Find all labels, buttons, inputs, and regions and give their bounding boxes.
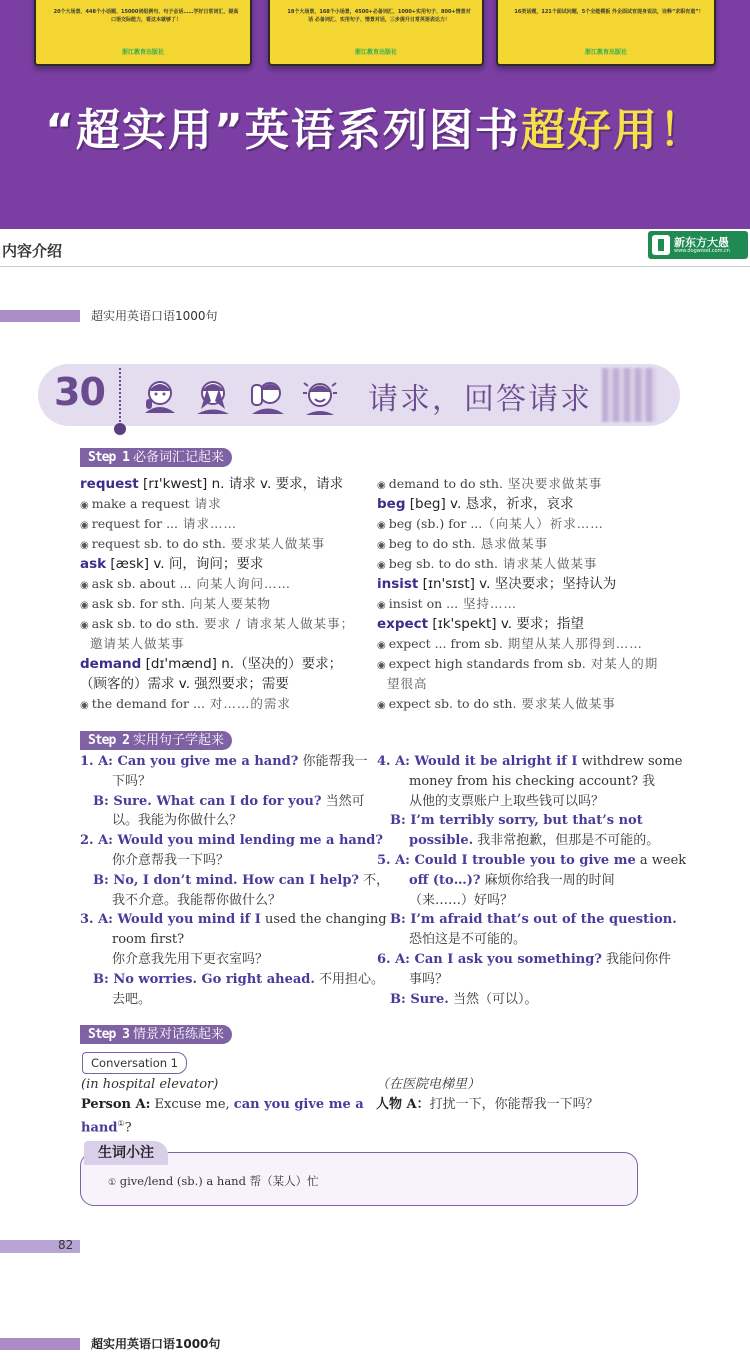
unit-divider [119, 368, 121, 426]
phrase-cn: 对某人的期 [585, 656, 659, 671]
phrase-en: insist on ... [388, 596, 459, 611]
vocab-headword-line [377, 494, 574, 514]
headword: beg [377, 496, 406, 512]
phrase-en: expect sb. to do sth. [388, 696, 517, 711]
sentence-en: Would you mind if I [117, 912, 261, 928]
headword: demand [80, 656, 142, 672]
phrase-cn: 坚决要求做某事 [502, 476, 603, 491]
sentence-text: 以。我能为你做什么？ [112, 813, 243, 829]
sentence-line [409, 792, 604, 812]
phrase-cn: 对……的需求 [204, 696, 291, 711]
sentence-text: 我非常抱歉，但那是不可能的。 [473, 833, 660, 849]
book-cover-text: 18个大场景，168个小场景，4500+必备词汇、1000+实用句子、800+情景对话 必备词汇、实用句子、情景对话，三步提升日常英语表达力！ [287, 9, 471, 23]
sentence-line [409, 871, 615, 891]
face-covering-icon [193, 375, 233, 415]
phrase-cn: 要求 / 请求某人做某事； [199, 616, 355, 631]
sentence-en: Sure. [410, 991, 449, 1007]
dialogue-line-cn [376, 1095, 599, 1115]
sentence-line [377, 950, 671, 970]
phrase-cn: （向某人）祈求…… [482, 516, 604, 531]
bullet-icon: ◉ [377, 520, 386, 531]
vocab-headword-line [80, 554, 263, 574]
sentence-line [409, 891, 513, 911]
book-cover-1 [34, 0, 252, 66]
step2-label [80, 731, 232, 750]
sentence-line [112, 772, 151, 792]
vocab-phrase [377, 474, 602, 496]
sentence-text: （来……）好吗？ [409, 892, 514, 908]
phrase-cn: 向某人要某物 [185, 596, 272, 611]
sentence-en: Would it be alright if I [414, 754, 578, 769]
dialogue-key-phrase: hand [81, 1120, 118, 1136]
book-publisher: 浙江教育出版社 [121, 49, 164, 56]
sentence-line [112, 930, 184, 950]
bullet-icon: ◉ [80, 520, 89, 531]
book-publisher: 浙江教育出版社 [354, 49, 397, 56]
bullet-icon: ◉ [80, 620, 89, 631]
bullet-icon: ◉ [377, 540, 386, 551]
sentence-line [112, 851, 229, 871]
speaker-label: B: [390, 912, 411, 928]
headword-definition: [ɪk'spekt] v. 要求；指望 [428, 616, 584, 632]
vocab-note-title: 生词小注 [84, 1141, 168, 1165]
phrase-en: beg (sb.) for ... [388, 516, 483, 531]
sentence-line [80, 831, 383, 851]
vocab-phrase [80, 574, 291, 596]
book-cover-3 [496, 0, 716, 66]
conversation-label: Conversation 1 [82, 1052, 187, 1074]
headword-definition: [dɪ'mænd] n.（坚决的）要求； [141, 656, 343, 672]
sentence-text: 麻烦你给我一周的时间 [480, 872, 615, 888]
phrase-cn: 邀请某人做某事 [90, 636, 185, 651]
step-number: Step 2 [88, 733, 129, 748]
bullet-icon: ◉ [377, 700, 386, 711]
sentence-line [390, 910, 677, 930]
headword: insist [377, 576, 419, 592]
sentence-line [93, 871, 389, 891]
sentence-text: 恐怕这是不可能的。 [409, 932, 527, 948]
phrase-cn: 请求某人做某事 [497, 556, 598, 571]
conversation-setting-cn: （在医院电梯里） [376, 1077, 481, 1092]
sentence-en: Sure. What can I do for you? [113, 793, 322, 809]
phrase-en: ask sb. about ... [91, 576, 192, 591]
phrase-en: make a request [91, 496, 190, 511]
speaker-label: B: [390, 813, 411, 829]
page-number: 82 [58, 1238, 74, 1252]
sentence-en: I’m afraid that’s out of the question. [410, 912, 677, 928]
phrase-en: expect ... from sb. [388, 636, 503, 651]
sentence-text: 事吗？ [409, 971, 449, 987]
vocab-phrase [377, 654, 658, 676]
speaker-label: 4. A: [377, 754, 415, 769]
step-title: 实用句子学起来 [132, 733, 224, 748]
sentence-line [112, 891, 281, 911]
bullet-icon: ◉ [377, 600, 386, 611]
speaker-label: 人物 A： [376, 1097, 430, 1112]
section-header-bar [0, 229, 750, 267]
bullet-icon: ◉ [80, 540, 89, 551]
bullet-icon: ◉ [377, 660, 386, 671]
sentence-text: 我能问你件 [601, 952, 672, 967]
sentence-line [409, 970, 448, 990]
banner-slogan [0, 94, 750, 158]
dialogue-line-en-cont [81, 1114, 132, 1138]
sentence-line [409, 772, 655, 792]
vocab-phrase-cont [90, 634, 185, 654]
sentence-en: possible. [409, 833, 474, 849]
vocab-headword-line [80, 654, 342, 674]
phrase-cn: 期望从某人那得到…… [502, 636, 643, 651]
vocab-phrase [80, 694, 291, 716]
sentence-line [93, 792, 365, 812]
sentence-text: 我不介意。我能帮你做什么？ [112, 892, 282, 908]
sentence-en: No worries. Go right ahead. [113, 971, 315, 987]
phrase-en: the demand for ... [91, 696, 205, 711]
step-number: Step 1 [88, 450, 129, 465]
vocab-phrase [80, 494, 222, 516]
brand-logo [648, 231, 748, 259]
phrase-cn: 请求 [189, 496, 222, 511]
dialogue-line-en [81, 1095, 364, 1115]
step-number: Step 3 [88, 1027, 129, 1042]
sentence-en: off (to…)? [409, 872, 481, 888]
sentence-text: 你介意我先用下更衣室吗？ [112, 952, 269, 967]
step1-label [80, 448, 232, 467]
running-header: 超实用英语口语1000句 [91, 309, 218, 323]
sentence-line [390, 811, 643, 831]
dialogue-key-phrase: can you give me a [233, 1097, 364, 1112]
speaker-label: B: [390, 991, 411, 1007]
unit-title: 请求，回答请求 [368, 382, 592, 417]
headword: ask [80, 556, 107, 572]
vocab-phrase [80, 514, 237, 536]
sentence-line [80, 752, 368, 772]
speaker-label: 1. A: [80, 754, 118, 769]
footer-running-bar [0, 1338, 80, 1350]
dialogue-text: Excuse me, [150, 1097, 234, 1112]
phrase-en: beg sb. to do sth. [388, 556, 498, 571]
vocab-note-text [108, 1173, 319, 1189]
sentence-line [80, 910, 387, 930]
face-stop-hand-icon [246, 375, 286, 415]
unit-dot [114, 423, 126, 435]
book-publisher: 浙江教育出版社 [584, 49, 627, 56]
sentence-line [377, 851, 686, 871]
footnote-mark: ① [108, 1178, 117, 1188]
bullet-icon: ◉ [80, 580, 89, 591]
vocab-phrase [377, 534, 548, 556]
speaker-label: 6. A: [377, 952, 415, 967]
bullet-icon: ◉ [80, 700, 89, 711]
phrase-en: beg to do sth. [388, 536, 476, 551]
vocab-phrase [377, 694, 616, 716]
slogan-highlight: 超好用！ [520, 105, 705, 156]
book-cover-text: 16类话题，121个面试问题，5个全能模板 外企面试官现身说法，诠释“求职有道”！ [514, 9, 704, 15]
sentence-line [112, 811, 242, 831]
speaker-label: 3. A: [80, 912, 118, 928]
phrase-cn: 要求某人做某事 [516, 696, 616, 711]
sentence-line [377, 752, 682, 772]
dialogue-text: ? [124, 1120, 132, 1136]
step-title: 情景对话练起来 [132, 1027, 224, 1042]
promo-banner [0, 0, 750, 229]
phrase-cn: 望很高 [387, 676, 428, 691]
sentence-text: a week [635, 853, 687, 868]
vocab-headword-line [377, 574, 616, 594]
sentence-en: I’m terribly sorry, but that’s not [410, 813, 643, 829]
sentence-text: room first? [112, 932, 185, 948]
bullet-icon: ◉ [377, 640, 386, 651]
sentence-text: withdrew some [577, 754, 683, 769]
footer-running-header: 超实用英语口语1000句 [91, 1337, 221, 1351]
bullet-icon: ◉ [80, 500, 89, 511]
sentence-en: Can you give me a hand? [117, 754, 299, 769]
footnote-mark: ① [117, 1119, 125, 1128]
vocab-phrase [377, 554, 597, 576]
book-cover-2 [268, 0, 484, 66]
bullet-icon: ◉ [377, 480, 386, 491]
bullet-icon: ◉ [377, 560, 386, 571]
headword: expect [377, 616, 429, 632]
phrase-en: demand to do sth. [388, 476, 503, 491]
sentence-text: 你介意帮我一下吗？ [112, 853, 230, 868]
phrase-en: ask sb. for sth. [91, 596, 186, 611]
sentence-text: 当然（可以）。 [448, 991, 538, 1007]
sentence-en: Would you mind lending me a hand? [117, 833, 383, 849]
speaker-label: B: [93, 971, 114, 987]
speaker-label: B: [93, 793, 114, 809]
sentence-en: Could I trouble you to give me [414, 853, 636, 868]
unit-number: 30 [54, 370, 105, 414]
vocab-phrase [80, 534, 325, 556]
vocab-headword-line [80, 474, 343, 494]
speaker-label: B: [93, 872, 114, 888]
face-thinking-icon [140, 375, 180, 415]
vocab-phrase [377, 514, 604, 536]
book-cover-text: 20个大场景、448个小话题、15000词组例句、句子会话……学好日常词汇，提高口语交际能力，看这本就够了！ [53, 9, 239, 23]
sentence-line [112, 990, 151, 1010]
sentence-text: money from his checking account? 我 [409, 773, 656, 789]
speaker-label: Person A: [81, 1097, 151, 1112]
vocab-note-content: give/lend (sb.) a hand 帮（某人）忙 [116, 1174, 319, 1188]
vocab-phrase [377, 634, 643, 656]
phrase-cn: 恳求做某事 [475, 536, 549, 551]
face-happy-icon [300, 375, 340, 415]
step3-label [80, 1025, 232, 1044]
vocab-phrase [80, 614, 354, 636]
dialogue-text: 打扰一下，你能帮我一下吗？ [429, 1097, 599, 1112]
headword-definition: [æsk] v. 问，询问；要求 [106, 556, 264, 572]
slogan-main: “超实用”英语系列图书 [45, 105, 521, 156]
vocab-phrase [80, 594, 271, 616]
headword-definition: [beg] v. 恳求，祈求，哀求 [405, 496, 574, 512]
conversation-setting-en: (in hospital elevator) [81, 1077, 219, 1092]
phrase-cn: 坚持…… [458, 596, 518, 611]
section-title: 内容介绍 [2, 242, 63, 260]
phrase-cn: 向某人询问…… [191, 576, 291, 591]
phrase-cn: 请求…… [178, 516, 237, 531]
sentence-line [112, 950, 268, 970]
sentence-text: 去吧。 [112, 991, 152, 1007]
qr-code-icon[interactable] [602, 368, 656, 422]
phrase-cn: 要求某人做某事 [225, 536, 326, 551]
phrase-en: ask sb. to do sth. [91, 616, 199, 631]
headword-definition: [ɪn'sɪst] v. 坚决要求；坚持认为 [418, 576, 617, 592]
vocab-phrase [377, 594, 517, 616]
logo-url: www.dogwood.com.cn [674, 248, 730, 254]
phrase-en: expect high standards from sb. [388, 656, 586, 671]
headword: request [80, 476, 139, 492]
vocab-definition-cont: （顾客的）需求 v. 强烈要求；需要 [80, 676, 289, 692]
sentence-line [409, 831, 659, 851]
step-title: 必备词汇记起来 [132, 450, 224, 465]
sentence-text: 你能帮我一 [298, 754, 368, 769]
phrase-en: request sb. to do sth. [91, 536, 226, 551]
headword-definition: [rɪ'kwest] n. 请求 v. 要求，请求 [138, 476, 344, 492]
speaker-label: 2. A: [80, 833, 118, 849]
speaker-label: 5. A: [377, 853, 415, 868]
sentence-line [409, 930, 526, 950]
running-header-bar [0, 310, 80, 322]
sentence-text: 不， [359, 872, 390, 888]
bullet-icon: ◉ [80, 600, 89, 611]
vocab-phrase-cont [387, 674, 428, 694]
phrase-en: request for ... [91, 516, 178, 531]
logo-icon [652, 235, 670, 255]
logo-name: 新东方大愚 [674, 236, 729, 249]
sentence-text: used the changing [260, 912, 387, 928]
sentence-en: No, I don’t mind. How can I help? [113, 872, 360, 888]
sentence-en: Can I ask you something? [414, 952, 602, 967]
sentence-text: 当然可 [321, 793, 365, 809]
sentence-text: 不用担心。 [314, 971, 385, 987]
sentence-line [93, 970, 384, 990]
sentence-text: 下吗？ [112, 773, 152, 789]
vocab-headword-line [377, 614, 584, 634]
sentence-line [390, 990, 537, 1010]
sentence-text: 从他的支票账户上取些钱可以吗？ [409, 793, 605, 809]
